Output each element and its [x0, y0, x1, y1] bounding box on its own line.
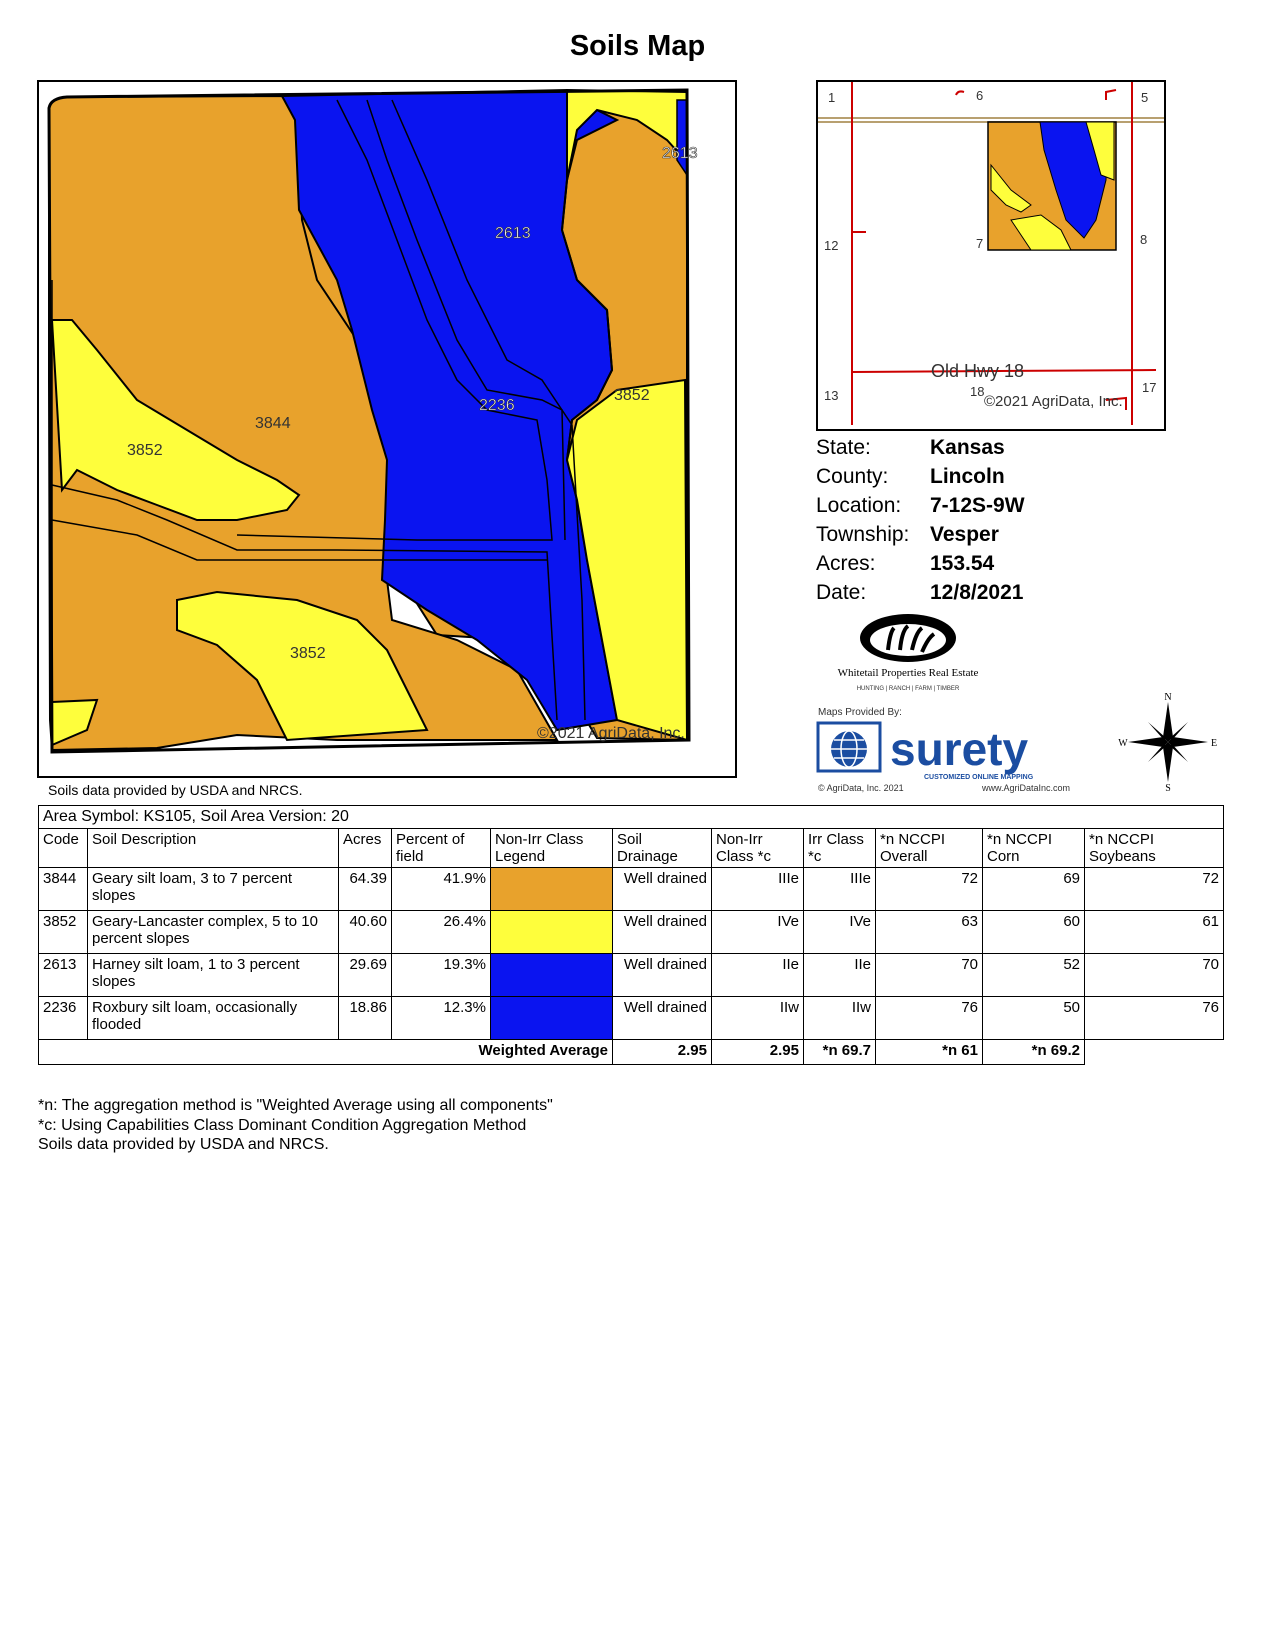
- page-title: Soils Map: [569, 30, 706, 62]
- cell-nonirr: IIe: [712, 954, 804, 997]
- map-credit: Soils data provided by USDA and NRCS.: [48, 782, 303, 798]
- date-value: 12/8/2021: [930, 581, 1024, 604]
- cell-nonirr: IVe: [712, 911, 804, 954]
- cell-acres: 64.39: [339, 868, 392, 911]
- acres-label: Acres:: [816, 552, 876, 575]
- col-nonirr: Non-Irr Class *c: [712, 829, 804, 868]
- cell-pct: 19.3%: [392, 954, 491, 997]
- state-label: State:: [816, 436, 871, 459]
- cell-code: 3852: [39, 911, 88, 954]
- map-copyright: ©2021 AgriData, Inc.: [537, 725, 685, 742]
- cell-code: 3844: [39, 868, 88, 911]
- cell-drainage: Well drained: [613, 868, 712, 911]
- cell-soy: 72: [1085, 868, 1224, 911]
- cell-desc: Geary-Lancaster complex, 5 to 10 percent slopes: [88, 911, 339, 954]
- cell-desc: Harney silt loam, 1 to 3 percent slopes: [88, 954, 339, 997]
- map-label-3852-s: 3852: [290, 645, 326, 662]
- col-drainage: Soil Drainage: [613, 829, 712, 868]
- compass-w: W: [1118, 738, 1128, 749]
- compass-n: N: [1164, 692, 1172, 703]
- col-nccpi-overall: *n NCCPI Overall: [876, 829, 983, 868]
- cell-drainage: Well drained: [613, 954, 712, 997]
- map-label-3844: 3844: [255, 415, 291, 432]
- cell-code: 2236: [39, 997, 88, 1040]
- township-label: Township:: [816, 523, 910, 546]
- location-label: Location:: [816, 494, 902, 517]
- cell-corn: 50: [983, 997, 1085, 1040]
- legend-swatch: [491, 997, 613, 1040]
- location-field-inset: [988, 122, 1116, 250]
- cell-soy: 61: [1085, 911, 1224, 954]
- table-header-row: [39, 829, 1224, 868]
- soils-map[interactable]: [37, 80, 737, 778]
- col-nccpi-corn: *n NCCPI Corn: [983, 829, 1085, 868]
- weighted-soy: *n 69.2: [983, 1040, 1085, 1065]
- col-legend: Non-Irr Class Legend: [491, 829, 613, 868]
- road-label: Old Hwy 18: [931, 361, 1025, 381]
- section-7: 7: [976, 236, 984, 251]
- cell-desc: Geary silt loam, 3 to 7 percent slopes: [88, 868, 339, 911]
- table-row: [39, 868, 1224, 911]
- cell-corn: 60: [983, 911, 1085, 954]
- cell-acres: 40.60: [339, 911, 392, 954]
- county-label: County:: [816, 465, 889, 488]
- cell-irr: IIw: [804, 997, 876, 1040]
- cell-overall: 63: [876, 911, 983, 954]
- col-description: Soil Description: [88, 829, 339, 868]
- cell-code: 2613: [39, 954, 88, 997]
- cell-pct: 26.4%: [392, 911, 491, 954]
- weighted-nonirr: 2.95: [613, 1040, 712, 1065]
- col-irr: Irr Class *c: [804, 829, 876, 868]
- cell-acres: 18.86: [339, 997, 392, 1040]
- cell-overall: 70: [876, 954, 983, 997]
- section-8: 8: [1140, 232, 1148, 247]
- note-c: *c: Using Capabilities Class Dominant Condition Aggregation Method: [38, 1116, 527, 1134]
- cell-acres: 29.69: [339, 954, 392, 997]
- cell-irr: IVe: [804, 911, 876, 954]
- compass-s: S: [1165, 783, 1171, 792]
- logo-company: Whitetail Properties Real Estate: [837, 667, 979, 679]
- cell-irr: IIIe: [804, 868, 876, 911]
- weighted-irr: 2.95: [712, 1040, 804, 1065]
- map-label-2613: 2613: [495, 225, 531, 242]
- date-label: Date:: [816, 581, 867, 604]
- cell-desc: Roxbury silt loam, occasionally flooded: [88, 997, 339, 1040]
- cell-overall: 72: [876, 868, 983, 911]
- acres-value: 153.54: [930, 552, 995, 575]
- section-6: 6: [976, 88, 984, 103]
- legend-swatch: [491, 868, 613, 911]
- compass-e: E: [1210, 738, 1218, 749]
- area-symbol: Area Symbol: KS105, Soil Area Version: 20: [39, 806, 1224, 829]
- cell-drainage: Well drained: [613, 997, 712, 1040]
- whitetail-logo: [808, 610, 1008, 710]
- map-label-3852-w: 3852: [127, 442, 163, 459]
- section-13: 13: [824, 388, 839, 403]
- weighted-overall: *n 69.7: [804, 1040, 876, 1065]
- table-row: [39, 997, 1224, 1040]
- section-12: 12: [824, 238, 839, 253]
- footnotes: [38, 1096, 553, 1155]
- note-source: Soils data provided by USDA and NRCS.: [38, 1136, 329, 1153]
- section-17: 17: [1142, 380, 1157, 395]
- cell-corn: 69: [983, 868, 1085, 911]
- col-acres: Acres: [339, 829, 392, 868]
- cell-pct: 41.9%: [392, 868, 491, 911]
- cell-nonirr: IIIe: [712, 868, 804, 911]
- note-n: *n: The aggregation method is "Weighted Average using all components": [38, 1097, 553, 1114]
- township-value: Vesper: [930, 523, 999, 546]
- section-5: 5: [1141, 90, 1149, 105]
- col-percent: Percent of field: [392, 829, 491, 868]
- weighted-corn: *n 61: [876, 1040, 983, 1065]
- col-code: Code: [39, 829, 88, 868]
- cell-irr: IIe: [804, 954, 876, 997]
- location-map[interactable]: [816, 80, 1166, 431]
- location-value: 7-12S-9W: [930, 494, 1025, 517]
- logo-tagline: HUNTING | RANCH | FARM | TIMBER: [856, 686, 960, 692]
- section-1: 1: [828, 90, 836, 105]
- legend-swatch: [491, 954, 613, 997]
- cell-nonirr: IIw: [712, 997, 804, 1040]
- weighted-label: Weighted Average: [39, 1040, 613, 1065]
- col-nccpi-soy: *n NCCPI Soybeans: [1085, 829, 1224, 868]
- cell-soy: 70: [1085, 954, 1224, 997]
- surety-logo: [814, 705, 1104, 795]
- location-map-copyright: ©2021 AgriData, Inc.: [984, 393, 1123, 410]
- cell-soy: 76: [1085, 997, 1224, 1040]
- legend-swatch: [491, 911, 613, 954]
- table-row: [39, 911, 1224, 954]
- surety-brand: surety: [890, 723, 1029, 775]
- map-label-2236: 2236: [479, 397, 515, 414]
- compass-rose-icon: [1118, 692, 1218, 792]
- surety-url: www.AgriDataInc.com: [982, 783, 1071, 793]
- cell-drainage: Well drained: [613, 911, 712, 954]
- table-row: [39, 954, 1224, 997]
- county-value: Lincoln: [930, 465, 1005, 488]
- map-label-2613-edge: 2613: [662, 145, 698, 162]
- cell-corn: 52: [983, 954, 1085, 997]
- weighted-average-row: [39, 1040, 1224, 1065]
- section-18: 18: [970, 384, 985, 399]
- surety-tag: CUSTOMIZED ONLINE MAPPING: [924, 774, 1034, 781]
- map-label-3852-ne: 3852: [614, 387, 650, 404]
- state-value: Kansas: [930, 436, 1005, 459]
- surety-copy: © AgriData, Inc. 2021: [818, 783, 904, 793]
- cell-pct: 12.3%: [392, 997, 491, 1040]
- maps-provided-by: Maps Provided By:: [818, 707, 902, 718]
- soil-polygons: [49, 90, 687, 750]
- soils-table: [38, 805, 1224, 1065]
- cell-overall: 76: [876, 997, 983, 1040]
